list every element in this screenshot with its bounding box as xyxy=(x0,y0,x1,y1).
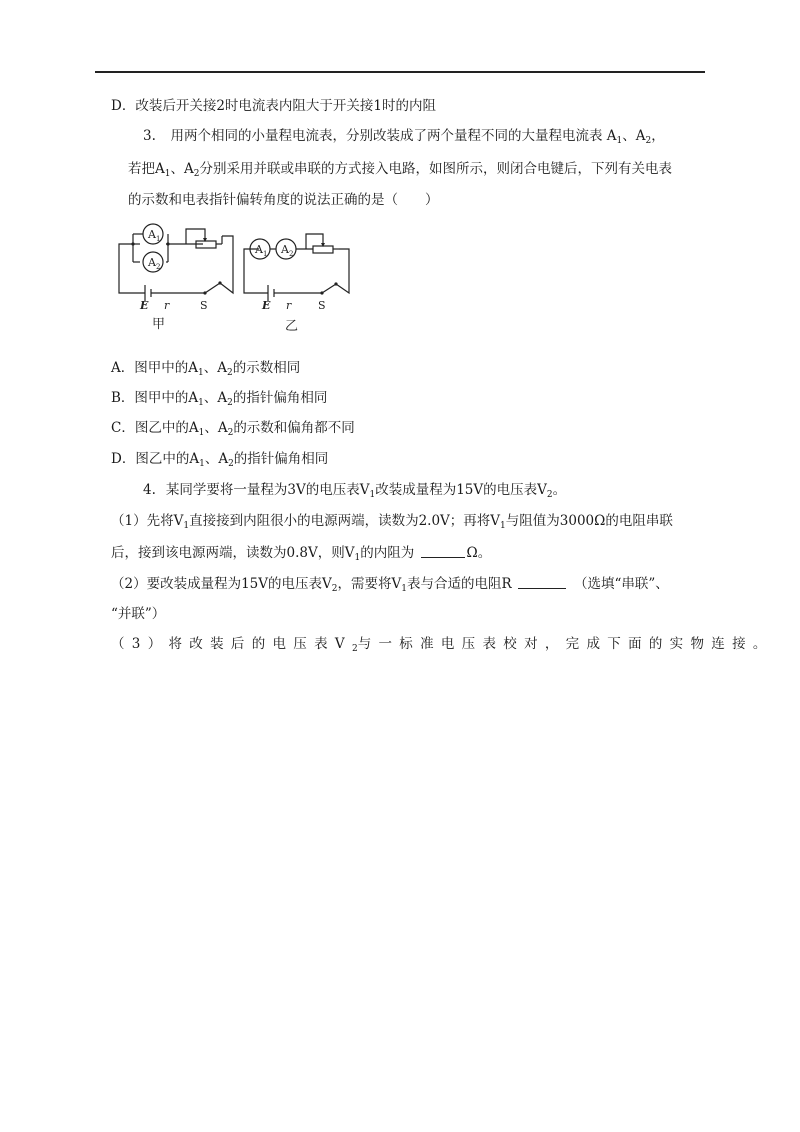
caption-jia: 甲 xyxy=(152,317,166,332)
q3-line3: 的示数和电表指针偏转角度的说法正确的是（ ） xyxy=(128,192,439,208)
q3-option-c: C．图乙中的$A_1$、$A_2$的示数和偏角都不同 xyxy=(111,420,355,438)
q4-number: 4. xyxy=(143,482,156,498)
q4-part1-line2: 后，接到该电源两端，读数为0.8V，则$V_1$的内阻为 Ω。 xyxy=(111,545,492,563)
label-a1-yi: $A_1$ xyxy=(255,243,268,258)
label-a2-yi: $A_2$ xyxy=(281,243,294,258)
label-s-jia: S xyxy=(200,299,208,312)
q3-line2: 若把$A_1$、$A_2$分别采用并联或串联的方式接入电路，如图所示，则闭合电键后，下列有关电表 xyxy=(128,161,672,179)
label-a2-jia: $A_2$ xyxy=(148,256,161,271)
q3-line1: 3. 用两个相同的小量程电流表，分别改装成了两个量程不同的大量程电流表 $A_1$、$A_2$， xyxy=(143,128,665,146)
q4-part2-line1: （2）要改装成量程为15V的电压表$V_2$，需要将$V_1$表与合适的电阻R （选填“串联”、 xyxy=(111,576,669,594)
q3-option-a: A．图甲中的$A_1$、$A_2$的示数相同 xyxy=(111,360,301,378)
prev-option-d: D．改装后开关接2时电流表内阻大于开关接1时的内阻 xyxy=(111,98,437,114)
label-e-jia: E xyxy=(140,299,149,312)
label-e-yi: E xyxy=(262,299,271,312)
answer-blank-resistance[interactable] xyxy=(421,545,465,558)
q4-part1-line1: （1）先将$V_1$直接接到内阻很小的电源两端，读数为2.0V；再将$V_1$与阻值为3000Ω的电阻串联 xyxy=(111,513,673,531)
caption-yi: 乙 xyxy=(285,319,299,334)
q3-number: 3. xyxy=(143,128,156,144)
label-s-yi: S xyxy=(318,299,326,312)
rheostat-yi xyxy=(313,246,333,253)
q3-option-b: B．图甲中的$A_1$、$A_2$的指针偏角相同 xyxy=(111,390,328,408)
q3-option-d: D．图乙中的$A_1$、$A_2$的指针偏角相同 xyxy=(111,451,329,469)
label-r-jia: r xyxy=(164,299,170,312)
answer-blank-connection[interactable] xyxy=(518,576,566,589)
circuit-figure xyxy=(110,218,360,336)
q4-part3: （3）将改装后的电压表$V_2$与一标准电压表校对，完成下面的实物连接。 xyxy=(111,636,774,654)
q4-part2-line2: “并联”） xyxy=(111,606,166,622)
label-r-yi: r xyxy=(286,299,292,312)
header-rule xyxy=(95,71,705,73)
label-a1-jia: $A_1$ xyxy=(148,228,161,243)
q4-line1: 4. 某同学要将一量程为3V的电压表$V_1$改装成量程为15V的电压表$V_2$。 xyxy=(143,482,567,500)
